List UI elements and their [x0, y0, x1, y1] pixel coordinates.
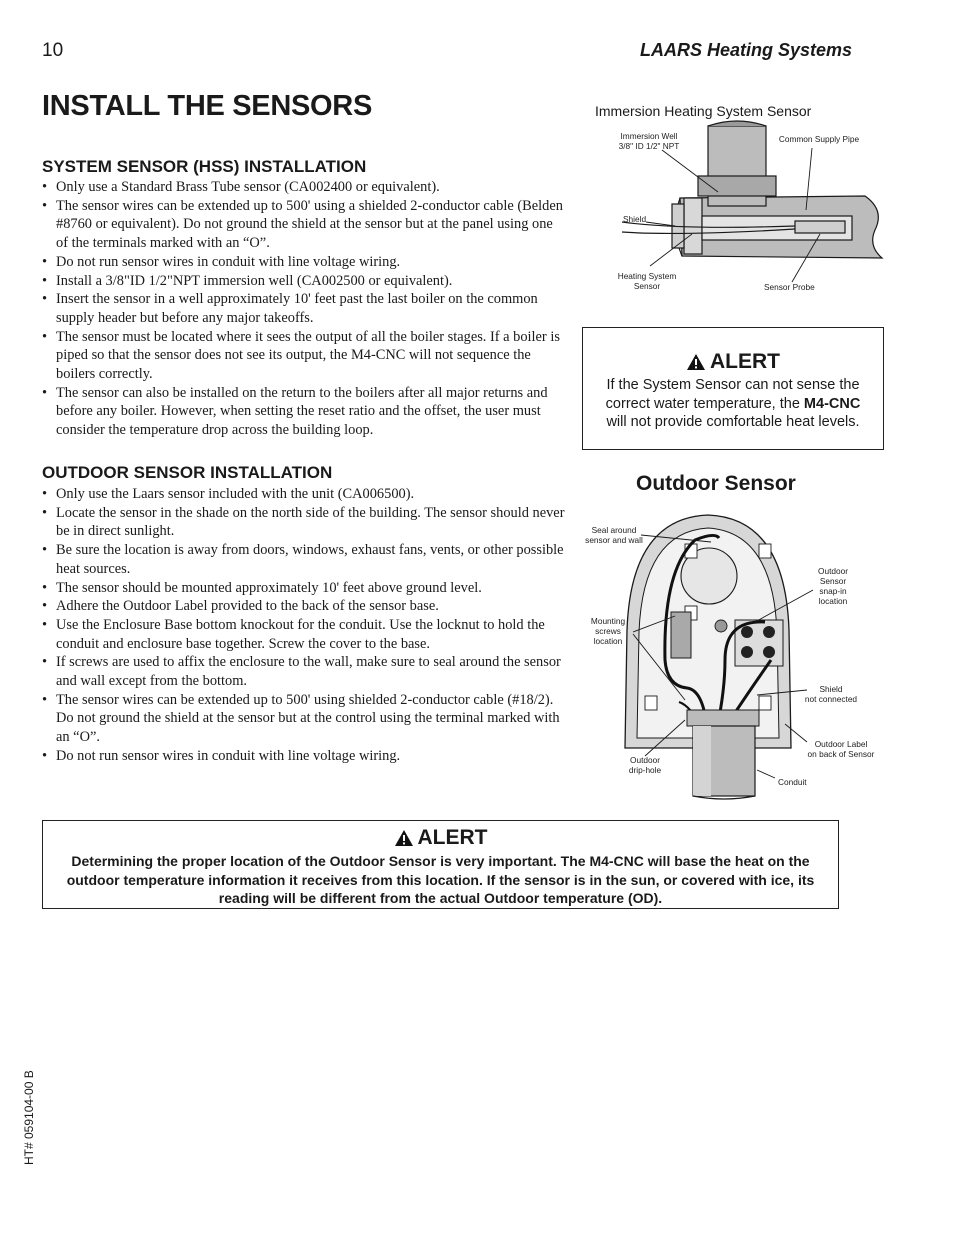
alert-text-bold: M4-CNC	[803, 395, 861, 412]
callout-line: Shield	[819, 684, 843, 694]
list-item: • Do not run sensor wires in conduit with line voltage wiring.	[42, 747, 567, 766]
callout-line: on back of Sensor	[807, 749, 875, 759]
warning-icon	[394, 829, 414, 847]
list-item: • The sensor wires can be extended up to 500' using shielded 2-conductor cable (#18/2). Do not ground the shield at the sensor but at the control using the terminal marked with an “O”.	[42, 691, 567, 747]
outdoor-sensor-list	[42, 485, 567, 766]
callout-line: Outdoor	[818, 566, 848, 576]
heating-system-sensor-callout	[612, 271, 682, 291]
callout-line: location	[818, 596, 848, 606]
callout-line: Heating System	[617, 271, 677, 281]
list-item: • Only use a Standard Brass Tube sensor (CA002400 or equivalent).	[42, 178, 567, 197]
immersion-well-callout	[612, 131, 686, 151]
page-number: 10	[42, 40, 64, 61]
list-item: • The sensor must be located where it sees the output of all the boiler stages. If a boiler is piped so that the sensor does not see its output, the M4-CNC will not sequence the boilers correctly.	[42, 328, 567, 384]
drip-hole-callout	[622, 755, 668, 775]
callout-line: location	[593, 636, 623, 646]
alert-heading	[394, 826, 488, 850]
sensor-probe-callout: Sensor Probe	[764, 282, 815, 292]
alert-message	[583, 376, 883, 432]
callout-line: snap-in	[819, 586, 847, 596]
common-supply-pipe-callout: Common Supply Pipe	[778, 134, 860, 144]
system-sensor-heading: SYSTEM SENSOR (HSS) INSTALLATION	[42, 157, 367, 176]
callout-line: Outdoor Label	[814, 739, 868, 749]
outdoor-sensor-heading: OUTDOOR SENSOR INSTALLATION	[42, 463, 333, 482]
callout-line: Immersion Well	[620, 131, 678, 141]
callout-line: 3/8" ID 1/2" NPT	[618, 141, 680, 151]
outdoor-sensor-alert	[42, 820, 839, 909]
alert-heading-text: ALERT	[710, 350, 780, 373]
list-item: • If screws are used to affix the enclosure to the wall, make sure to seal around the sensor and wall except from the bottom.	[42, 653, 567, 690]
mounting-screws-callout	[582, 616, 634, 646]
callout-line: drip-hole	[628, 765, 662, 775]
list-item: • The sensor should be mounted approximately 10' feet above ground level.	[42, 579, 567, 598]
list-item: • Do not run sensor wires in conduit with line voltage wiring.	[42, 253, 567, 272]
list-item: • Install a 3/8"ID 1/2"NPT immersion well (CA002500 or equivalent).	[42, 272, 567, 291]
alert-heading-text: ALERT	[417, 826, 488, 849]
alert-message: Determining the proper location of the Outdoor Sensor is very important. The M4-CNC will base the heat on the outdoor temperature information it receives from this location. If the sensor is in the sun, or covered with ice, its reading will be different from the actual Outdoor temperature (OD).	[66, 853, 815, 906]
warning-icon	[686, 353, 706, 371]
shield-callout: Shield	[623, 214, 647, 224]
callout-line: Outdoor	[630, 755, 660, 765]
list-item: • Insert the sensor in a well approximately 10' feet past the last boiler on the common supply header but before any major takeoffs.	[42, 290, 567, 327]
list-item: • The sensor wires can be extended up to 500' using a shielded 2-conductor cable (Belden #8760 or equivalent). Do not ground the shield at the sensor but at the panel using one of the terminals marked with an “O”.	[42, 197, 567, 253]
shield-not-connected-callout	[796, 684, 866, 704]
immersion-figure-title: Immersion Heating System Sensor	[595, 103, 812, 119]
list-item: • Only use the Laars sensor included with the unit (CA006500).	[42, 485, 567, 504]
snap-in-callout	[808, 566, 858, 606]
list-item: • Locate the sensor in the shade on the north side of the building. The sensor should never be in direct sunlight.	[42, 504, 567, 541]
brand-header: LAARS Heating Systems	[640, 40, 853, 60]
outdoor-label-callout	[798, 739, 884, 759]
alert-heading	[686, 350, 780, 374]
list-item: • Adhere the Outdoor Label provided to the back of the sensor base.	[42, 597, 567, 616]
callout-line: Mounting	[590, 616, 626, 626]
seal-callout	[576, 525, 652, 545]
alert-text-part: If the System Sensor can not sense the correct water temperature, the	[605, 377, 860, 412]
callout-line: Sensor	[819, 576, 847, 586]
outdoor-figure-title: Outdoor Sensor	[636, 472, 796, 495]
callout-line: sensor and wall	[585, 535, 643, 545]
document-code: HT# 059104-00 B	[22, 1070, 36, 1165]
page-title: INSTALL THE SENSORS	[42, 90, 372, 122]
system-sensor-alert	[582, 327, 884, 450]
alert-text-part: will not provide comfortable heat levels.	[606, 414, 860, 430]
callout-line: Seal around	[591, 525, 637, 535]
callout-line: screws	[595, 626, 621, 636]
system-sensor-list	[42, 178, 567, 440]
conduit-callout: Conduit	[778, 777, 807, 787]
callout-line: not connected	[804, 694, 858, 704]
list-item: • Be sure the location is away from doors, windows, exhaust fans, vents, or other possible heat sources.	[42, 541, 567, 578]
list-item: • Use the Enclosure Base bottom knockout for the conduit. Use the locknut to hold the conduit and enclosure base together. Screw the cover to the base.	[42, 616, 567, 653]
list-item: • The sensor can also be installed on the return to the boilers after all major returns and before any boiler. However, when setting the reset ratio and the offset, the user must consider the temperature drop across the building loop.	[42, 384, 567, 440]
callout-line: Sensor	[633, 281, 661, 291]
